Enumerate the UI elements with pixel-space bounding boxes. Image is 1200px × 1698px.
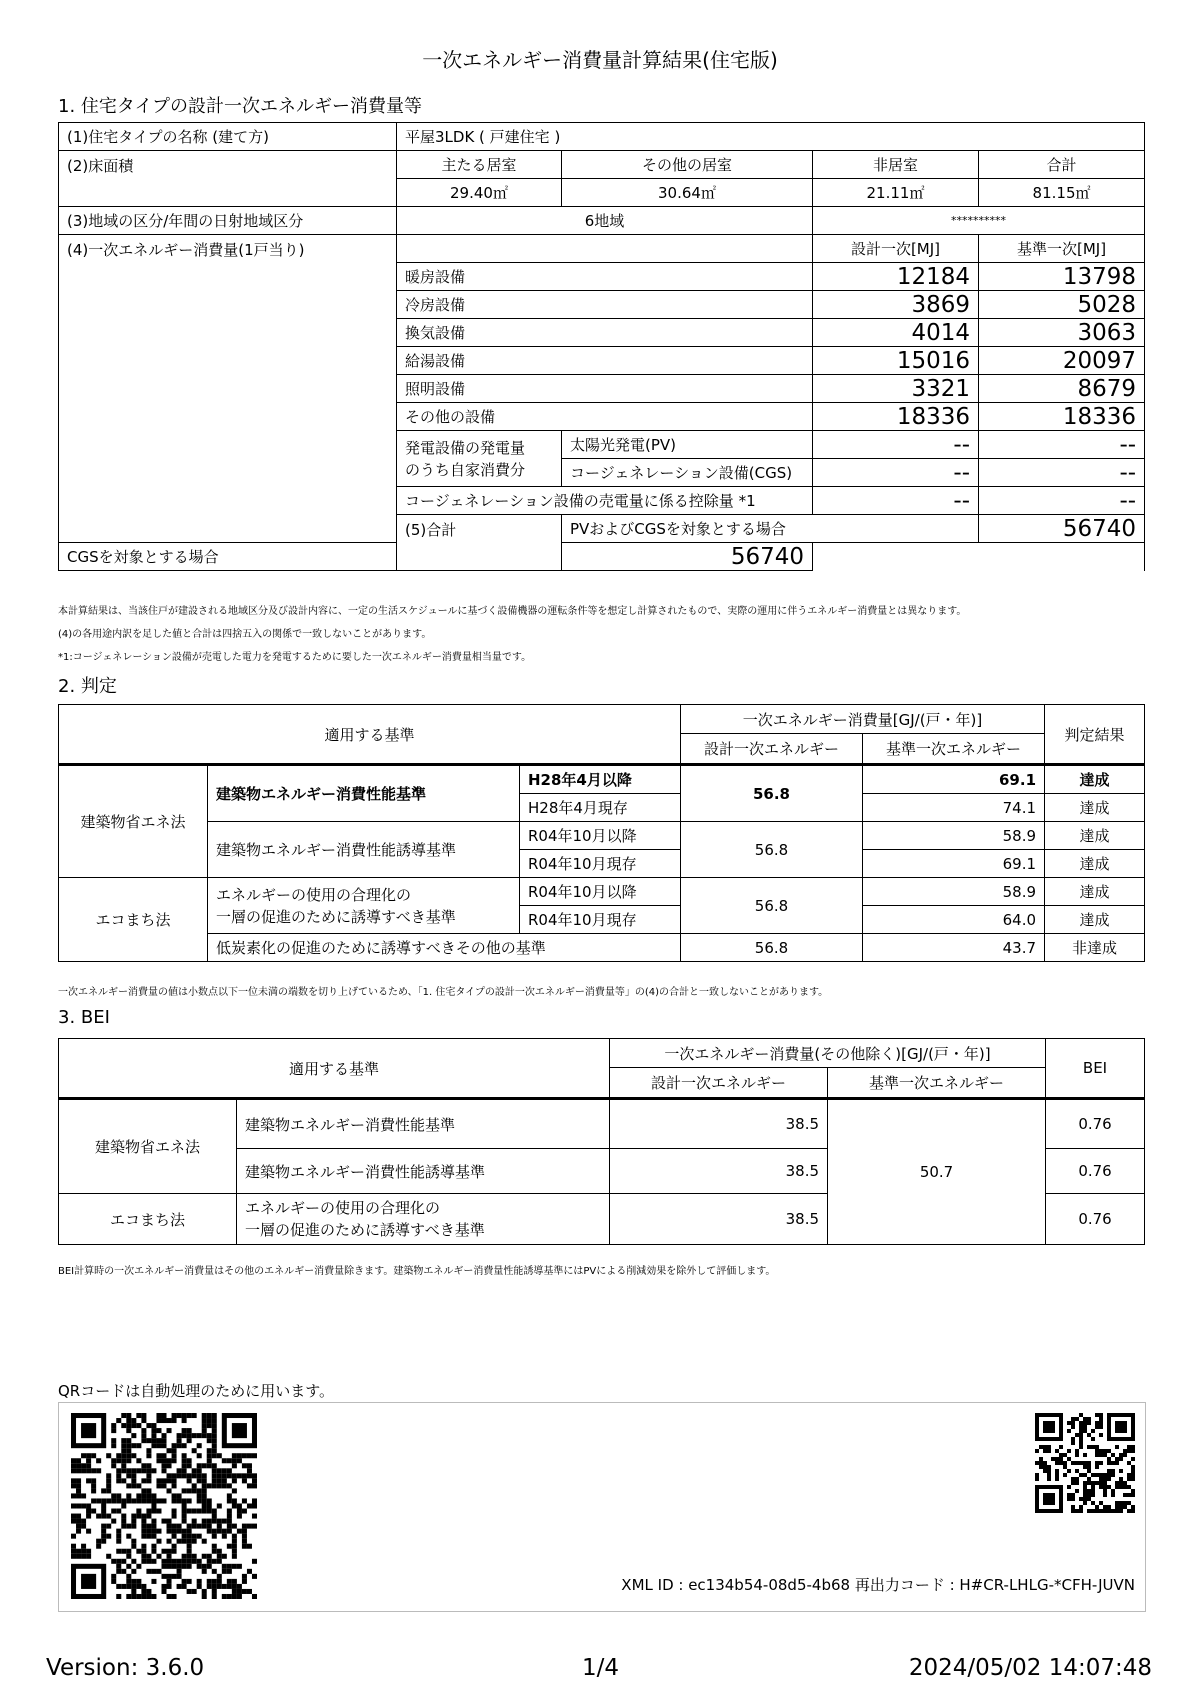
equipment-design: 3321	[813, 375, 979, 403]
s3-base: 50.7	[828, 1099, 1046, 1245]
s2-law-1: 建築物省エネ法	[59, 765, 208, 878]
s2-std3-base-a: 58.9	[863, 878, 1045, 906]
s2-std1-period-b: H28年4月現存	[520, 794, 681, 822]
pv-label: 太陽光発電(PV)	[562, 431, 813, 459]
section1-note-1: 本計算結果は、当該住戸が建設される地域区分及び設計内容に、一定の生活スケジュールに基づく設備機器の運転条件等を想定し計算されたもので、実際の運用に伴うエネルギー消費量とは異なります。	[58, 606, 967, 617]
s2-std3-period-a: R04年10月以降	[520, 878, 681, 906]
floor-value-total: 81.15㎡	[979, 179, 1145, 207]
s3-std3-line2: 一層の促進のために誘導すべき基準	[245, 1221, 485, 1239]
energy-header-blank	[397, 235, 813, 263]
s3-std3	[237, 1194, 610, 1245]
equipment-design: 18336	[813, 403, 979, 431]
s3-std2: 建築物エネルギー消費性能誘導基準	[237, 1149, 610, 1194]
equipment-standard: 8679	[979, 375, 1145, 403]
floor-header-main: 主たる居室	[397, 151, 562, 179]
s3-std3-design: 38.5	[610, 1194, 828, 1245]
footer-version: Version: 3.6.0	[46, 1655, 205, 1681]
floor-value-nonliving: 21.11㎡	[813, 179, 979, 207]
s2-header-energy: 一次エネルギー消費量[GJ/(戸・年)]	[681, 705, 1045, 734]
s2-std3-result-b: 達成	[1045, 906, 1145, 934]
total-cgs-label: CGSを対象とする場合	[59, 543, 562, 571]
s2-std1-base-a: 69.1	[863, 765, 1045, 794]
s2-std2-result-b: 達成	[1045, 850, 1145, 878]
pv-design: --	[813, 431, 979, 459]
s3-std3-line1: エネルギーの使用の合理化の	[245, 1199, 441, 1217]
region-label: (3)地域の区分/年間の日射地域区分	[59, 207, 397, 235]
cgs-standard: --	[979, 459, 1145, 487]
section2-note: 一次エネルギー消費量の値は小数点以下一位未満の端数を切り上げているため、「1. 住宅タイプの設計一次エネルギー消費量等」の(4)の合計と一致しないことがあります。	[58, 987, 829, 998]
s2-std3-line1: エネルギーの使用の合理化の	[216, 885, 412, 904]
deduct-label: コージェネレーション設備の売電量に係る控除量 *1	[397, 487, 813, 515]
equipment-name: 照明設備	[397, 375, 813, 403]
footer-page: 1/4	[582, 1655, 620, 1681]
s2-std2-result-a: 達成	[1045, 822, 1145, 850]
s2-std2-base-b: 69.1	[863, 850, 1045, 878]
s3-std2-bei: 0.76	[1046, 1149, 1145, 1194]
xml-id: XML ID : ec134b54-08d5-4b68 再出力コード : H#CR-LHLG-*CFH-JUVN	[621, 1576, 1135, 1594]
s3-std1-design: 38.5	[610, 1099, 828, 1149]
qr-box	[58, 1402, 1146, 1612]
equipment-name: 冷房設備	[397, 291, 813, 319]
s2-std3-result-a: 達成	[1045, 878, 1145, 906]
housing-name-label: (1)住宅タイプの名称 (建て方)	[59, 123, 397, 151]
s2-std3-design: 56.8	[681, 878, 863, 934]
s2-std4-base: 43.7	[863, 934, 1045, 962]
section3-note: BEI計算時の一次エネルギー消費量はその他のエネルギー消費量除きます。建築物エネルギー消費量性能誘導基準にはPVによる削減効果を除外して評価します。	[58, 1266, 776, 1277]
cgs-design: --	[813, 459, 979, 487]
deduct-design: --	[813, 487, 979, 515]
qr-code-small	[1035, 1413, 1135, 1513]
equipment-name: その他の設備	[397, 403, 813, 431]
total-pv-cgs-label: PVおよびCGSを対象とする場合	[562, 515, 979, 543]
s3-std2-design: 38.5	[610, 1149, 828, 1194]
region-value: 6地域	[397, 207, 813, 235]
solar-region-value: **********	[813, 207, 1145, 235]
deduct-standard: --	[979, 487, 1145, 515]
equipment-design: 15016	[813, 347, 979, 375]
generation-label	[397, 431, 562, 487]
s3-header-design: 設計一次エネルギー	[610, 1068, 828, 1099]
section3-table	[58, 1038, 1145, 1245]
s2-header-design: 設計一次エネルギー	[681, 734, 863, 765]
s2-std2-period-b: R04年10月現存	[520, 850, 681, 878]
s2-std2: 建築物エネルギー消費性能誘導基準	[208, 822, 520, 878]
s3-law-1: 建築物省エネ法	[59, 1099, 237, 1194]
s2-std4: 低炭素化の促進のために誘導すべきその他の基準	[208, 934, 681, 962]
page-title: 一次エネルギー消費量計算結果(住宅版)	[422, 48, 778, 72]
section1-heading: 1. 住宅タイプの設計一次エネルギー消費量等	[58, 96, 422, 117]
s2-std2-period-a: R04年10月以降	[520, 822, 681, 850]
floor-header-nonliving: 非居室	[813, 151, 979, 179]
equipment-name: 給湯設備	[397, 347, 813, 375]
qr-code-large	[71, 1413, 257, 1599]
s2-std3-base-b: 64.0	[863, 906, 1045, 934]
s3-header-bei: BEI	[1046, 1039, 1145, 1099]
s3-header-energy: 一次エネルギー消費量(その他除く)[GJ/(戸・年)]	[610, 1039, 1046, 1068]
s2-std3	[208, 878, 520, 934]
s2-std3-line2: 一層の促進のために誘導すべき基準	[216, 907, 456, 926]
floor-value-other: 30.64㎡	[562, 179, 813, 207]
s3-header-base: 基準一次エネルギー	[828, 1068, 1046, 1099]
equipment-standard: 5028	[979, 291, 1145, 319]
equipment-standard: 3063	[979, 319, 1145, 347]
equipment-name: 換気設備	[397, 319, 813, 347]
s3-header-standard: 適用する基準	[59, 1039, 610, 1099]
cgs-label: コージェネレーション設備(CGS)	[562, 459, 813, 487]
generation-label-line2: のうち自家消費分	[405, 460, 526, 479]
s2-std1: 建築物エネルギー消費性能基準	[208, 765, 520, 822]
s2-std1-period-a: H28年4月以降	[520, 765, 681, 794]
s2-header-result: 判定結果	[1045, 705, 1145, 765]
s2-std4-result: 非達成	[1045, 934, 1145, 962]
s2-std1-result-a: 達成	[1045, 765, 1145, 794]
s3-std3-bei: 0.76	[1046, 1194, 1145, 1245]
section1-table	[58, 122, 1145, 571]
s2-std4-design: 56.8	[681, 934, 863, 962]
s3-law-2: エコまち法	[59, 1194, 237, 1245]
pv-standard: --	[979, 431, 1145, 459]
col-standard-header: 基準一次[MJ]	[979, 235, 1145, 263]
s2-std2-base-a: 58.9	[863, 822, 1045, 850]
s2-std1-base-b: 74.1	[863, 794, 1045, 822]
floor-header-other: その他の居室	[562, 151, 813, 179]
equipment-standard: 20097	[979, 347, 1145, 375]
housing-name-value: 平屋3LDK ( 戸建住宅 )	[397, 123, 1145, 151]
s2-std1-design: 56.8	[681, 765, 863, 822]
s2-std1-result-b: 達成	[1045, 794, 1145, 822]
section1-note-2: (4)の各用途内訳を足した値と合計は四捨五入の関係で一致しないことがあります。	[58, 629, 432, 640]
section2-heading: 2. 判定	[58, 676, 117, 697]
section3-heading: 3. BEI	[58, 1007, 110, 1028]
s3-std1: 建築物エネルギー消費性能基準	[237, 1099, 610, 1149]
floor-area-label: (2)床面積	[59, 151, 397, 207]
col-design-header: 設計一次[MJ]	[813, 235, 979, 263]
qr-caption: QRコードは自動処理のために用います。	[58, 1382, 335, 1400]
s3-std1-bei: 0.76	[1046, 1099, 1145, 1149]
total-label: (5)合計	[397, 515, 562, 571]
footer-datetime: 2024/05/02 14:07:48	[908, 1655, 1152, 1681]
floor-header-total: 合計	[979, 151, 1145, 179]
equipment-name: 暖房設備	[397, 263, 813, 291]
section1-note-3: *1:コージェネレーション設備が売電した電力を発電するために要した一次エネルギー消費量相当量です。	[58, 652, 532, 663]
s2-header-base: 基準一次エネルギー	[863, 734, 1045, 765]
equipment-standard: 18336	[979, 403, 1145, 431]
energy-label: (4)一次エネルギー消費量(1戸当り)	[59, 235, 397, 543]
s2-header-standard: 適用する基準	[59, 705, 681, 765]
equipment-design: 4014	[813, 319, 979, 347]
total-cgs: 56740	[562, 543, 813, 571]
equipment-standard: 13798	[979, 263, 1145, 291]
equipment-design: 12184	[813, 263, 979, 291]
generation-label-line1: 発電設備の発電量	[405, 438, 526, 457]
s2-std3-period-b: R04年10月現存	[520, 906, 681, 934]
total-pv-cgs: 56740	[979, 515, 1145, 543]
equipment-design: 3869	[813, 291, 979, 319]
section2-table	[58, 704, 1145, 962]
floor-value-main: 29.40㎡	[397, 179, 562, 207]
s2-law-2: エコまち法	[59, 878, 208, 962]
s2-std2-design: 56.8	[681, 822, 863, 878]
